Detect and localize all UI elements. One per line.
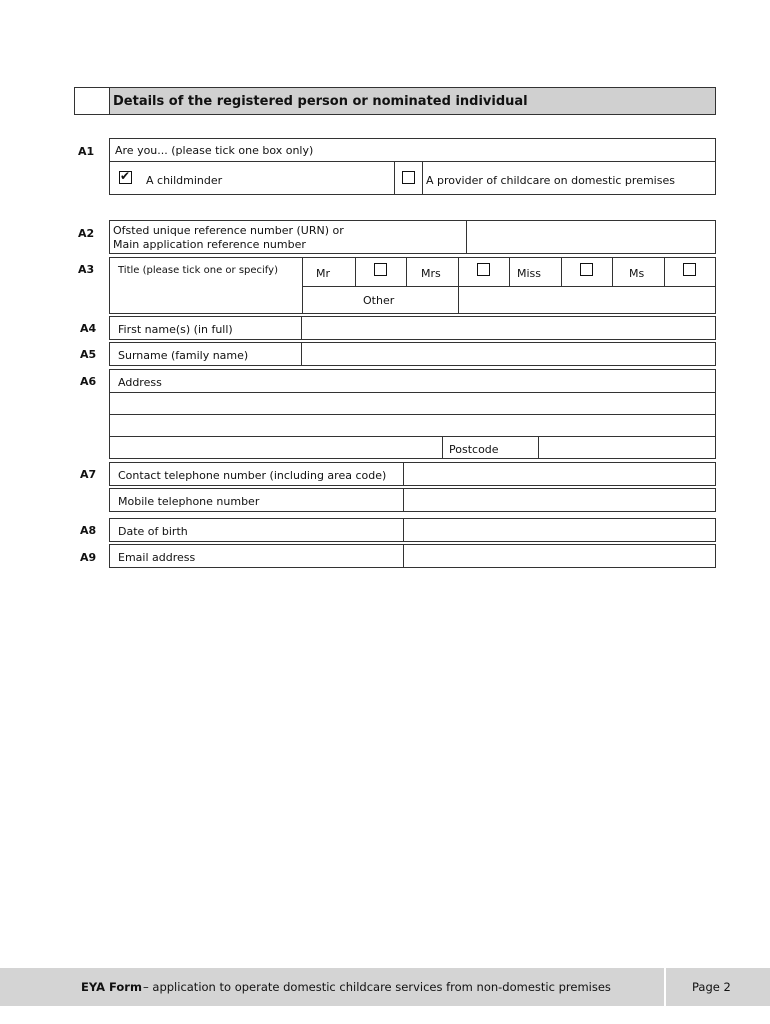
childminder-checkbox[interactable] xyxy=(119,171,132,184)
address-line-3-field[interactable] xyxy=(110,436,441,457)
address-line-1-field[interactable] xyxy=(110,392,715,413)
ms-checkbox[interactable] xyxy=(683,263,696,276)
a1-option-childminder: A childminder xyxy=(146,174,223,187)
footer-description: – application to operate domestic childcare services from non-domestic premises xyxy=(143,980,611,994)
section-title: Details of the registered person or nominated individual xyxy=(113,94,528,109)
postcode-label: Postcode xyxy=(449,443,499,456)
question-number-a1: A1 xyxy=(78,145,95,158)
surname-field[interactable] xyxy=(302,343,714,365)
mobile-telephone-field[interactable] xyxy=(404,489,714,511)
footer-page-number: Page 2 xyxy=(692,980,731,994)
title-option-mr: Mr xyxy=(316,267,331,280)
mrs-checkbox[interactable] xyxy=(477,263,490,276)
a9-question: Email address xyxy=(118,551,196,564)
question-number-a6: A6 xyxy=(80,375,97,388)
mr-checkbox[interactable] xyxy=(374,263,387,276)
a1-question: Are you... (please tick one box only) xyxy=(115,144,314,157)
footer-form-name: EYA Form xyxy=(81,980,142,994)
a2-reference-number-field[interactable] xyxy=(467,221,714,253)
section-header xyxy=(109,87,716,115)
question-number-a3: A3 xyxy=(78,263,95,276)
a4-question: First name(s) (in full) xyxy=(118,323,233,336)
footer-divider xyxy=(664,968,666,1006)
page-footer xyxy=(0,968,770,1006)
section-header-number-cell xyxy=(74,87,110,115)
contact-telephone-field[interactable] xyxy=(404,463,714,485)
question-number-a4: A4 xyxy=(80,322,97,335)
question-number-a2: A2 xyxy=(78,227,95,240)
a7-question: Contact telephone number (including area code) xyxy=(118,469,387,482)
provider-domestic-premises-checkbox[interactable] xyxy=(402,171,415,184)
title-option-miss: Miss xyxy=(517,267,542,280)
question-number-a7: A7 xyxy=(80,468,97,481)
mobile-label: Mobile telephone number xyxy=(118,495,260,508)
a8-question: Date of birth xyxy=(118,525,188,538)
postcode-field[interactable] xyxy=(538,436,715,457)
a1-question-row xyxy=(109,138,716,162)
a6-question: Address xyxy=(118,376,162,389)
miss-checkbox[interactable] xyxy=(580,263,593,276)
title-option-mrs: Mrs xyxy=(421,267,441,280)
title-option-ms: Ms xyxy=(629,267,645,280)
title-other-field[interactable] xyxy=(458,286,714,313)
question-number-a8: A8 xyxy=(80,524,97,537)
title-option-other: Other xyxy=(363,294,395,307)
address-line-2-field[interactable] xyxy=(110,414,715,435)
email-address-field[interactable] xyxy=(404,545,714,567)
a2-label-line2: Main application reference number xyxy=(113,238,306,251)
question-number-a9: A9 xyxy=(80,551,97,564)
question-number-a5: A5 xyxy=(80,348,97,361)
date-of-birth-field[interactable] xyxy=(404,519,714,541)
a3-question: Title (please tick one or specify) xyxy=(118,265,278,276)
first-names-field[interactable] xyxy=(302,317,714,339)
a2-label-line1: Ofsted unique reference number (URN) or xyxy=(113,224,344,237)
a1-option-provider: A provider of childcare on domestic premises xyxy=(426,174,675,187)
a5-question: Surname (family name) xyxy=(118,349,249,362)
